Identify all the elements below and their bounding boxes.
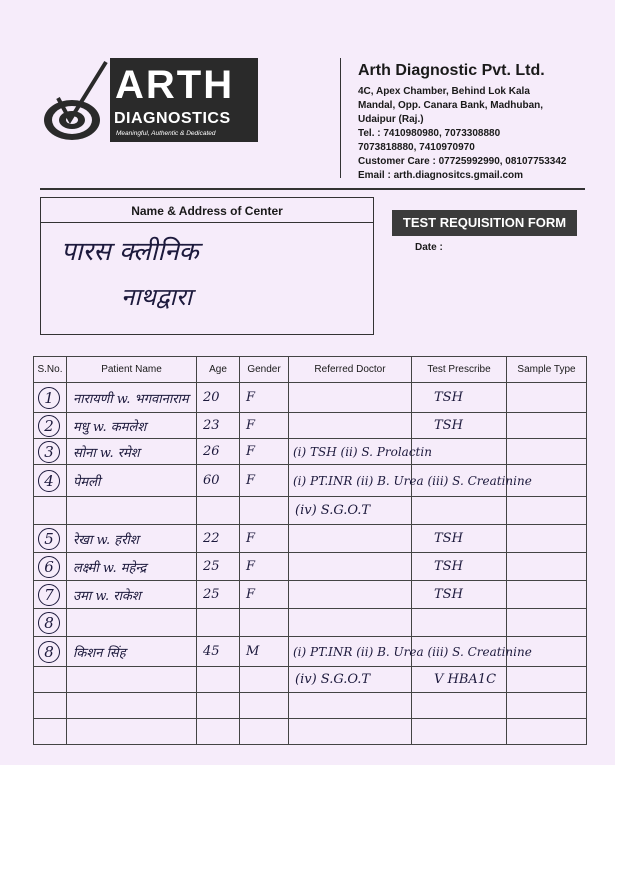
cell-gender: F <box>240 413 289 439</box>
table-row <box>34 553 587 581</box>
cell-sample <box>507 413 587 439</box>
col-header-patient: Patient Name <box>67 357 197 383</box>
cell-gender: F <box>240 553 289 581</box>
test-list-overflow: (i) TSH (ii) S. Prolactin <box>293 444 432 459</box>
cell-doctor <box>289 383 412 413</box>
center-city: नाथद्वारा <box>121 283 192 311</box>
cell-sno <box>34 497 67 525</box>
cell-sno <box>34 693 67 719</box>
cell-name: लक्ष्मी w. महेन्द्र <box>67 553 197 581</box>
patient-table <box>33 356 587 745</box>
cell-name: सोना w. रमेश <box>67 439 197 465</box>
cell-doctor <box>289 413 412 439</box>
cell-test <box>412 693 507 719</box>
cell-doctor <box>289 465 532 497</box>
company-address <box>358 85 567 183</box>
table-row <box>34 719 587 745</box>
cell-age <box>197 609 240 637</box>
table-header-row <box>34 357 587 383</box>
cell-name: रेखा w. हरीश <box>67 525 197 553</box>
cell-name <box>67 667 197 693</box>
test-list-overflow: (i) PT.INR (ii) B. Urea (iii) S. Creatinine <box>293 644 532 659</box>
cell-sno: 3 <box>34 439 67 465</box>
center-address-box <box>40 197 374 335</box>
cell-name: उमा w. राकेश <box>67 581 197 609</box>
table-row <box>34 439 587 465</box>
col-header-test: Test Prescribe <box>412 357 507 383</box>
address-line: Mandal, Opp. Canara Bank, Madhuban, <box>358 100 544 111</box>
cell-gender <box>240 667 289 693</box>
cell-age: 20 <box>197 383 240 413</box>
table-row <box>34 497 587 525</box>
table-body <box>34 383 587 745</box>
cell-gender <box>240 693 289 719</box>
cell-sample <box>507 553 587 581</box>
cell-test: TSH <box>412 581 507 609</box>
cell-age: 23 <box>197 413 240 439</box>
center-box-title: Name & Address of Center <box>41 198 373 223</box>
cell-gender <box>240 497 289 525</box>
cell-sample <box>507 693 587 719</box>
address-line: 4C, Apex Chamber, Behind Lok Kala <box>358 86 530 97</box>
date-label: Date : <box>415 242 443 253</box>
cell-doctor <box>289 693 412 719</box>
cell-sno: 4 <box>34 465 67 497</box>
table-row <box>34 637 587 667</box>
cell-name <box>67 693 197 719</box>
logo-subtitle: DIAGNOSTICS <box>114 110 231 127</box>
cell-doctor: (iv) S.G.O.T <box>289 497 412 525</box>
table-row <box>34 413 587 439</box>
cell-gender <box>240 719 289 745</box>
cell-sample <box>507 525 587 553</box>
cell-sno: 8 <box>34 609 67 637</box>
table-row <box>34 465 587 497</box>
header-rule <box>40 188 585 190</box>
center-name: पारस क्लीनिक <box>61 237 199 267</box>
form-title: TEST REQUISITION FORM <box>392 210 577 236</box>
cell-sno: 7 <box>34 581 67 609</box>
cell-sample <box>507 609 587 637</box>
cell-gender: F <box>240 439 289 465</box>
cell-test <box>412 609 507 637</box>
col-header-gender: Gender <box>240 357 289 383</box>
cell-sno: 8 <box>34 637 67 667</box>
cell-sample <box>507 497 587 525</box>
cell-test: TSH <box>412 413 507 439</box>
cell-age: 26 <box>197 439 240 465</box>
cell-age <box>197 719 240 745</box>
cell-test: TSH <box>412 525 507 553</box>
cell-name: मधु w. कमलेश <box>67 413 197 439</box>
address-line: Udaipur (Raj.) <box>358 114 424 125</box>
table-row <box>34 693 587 719</box>
address-line: 7073818880, 7410970970 <box>358 142 475 153</box>
cell-doctor <box>289 525 412 553</box>
cell-sno: 1 <box>34 383 67 413</box>
cell-name: किशन सिंह <box>67 637 197 667</box>
cell-age <box>197 497 240 525</box>
cell-sample <box>507 719 587 745</box>
cell-age: 25 <box>197 553 240 581</box>
cell-name <box>67 719 197 745</box>
cell-sno: 6 <box>34 553 67 581</box>
cell-sno <box>34 719 67 745</box>
logo-tagline: Meaningful, Authentic & Dedicated <box>116 130 216 137</box>
col-header-sno: S.No. <box>34 357 67 383</box>
cell-age <box>197 667 240 693</box>
cell-doctor <box>289 719 412 745</box>
cell-gender: F <box>240 383 289 413</box>
col-header-sample: Sample Type <box>507 357 587 383</box>
cell-age: 25 <box>197 581 240 609</box>
test-list-overflow: (i) PT.INR (ii) B. Urea (iii) S. Creatinine <box>293 473 532 488</box>
address-line: Tel. : 7410980980, 7073308880 <box>358 128 501 139</box>
address-line: Customer Care : 07725992990, 08107753342 <box>358 156 567 167</box>
cell-doctor <box>289 609 412 637</box>
cell-doctor <box>289 581 412 609</box>
cell-doctor <box>289 439 432 465</box>
cell-age <box>197 693 240 719</box>
cell-name <box>67 609 197 637</box>
logo-wordmark: ARTH <box>115 63 235 107</box>
col-header-doctor: Referred Doctor <box>289 357 412 383</box>
address-line: Email : arth.diagnositcs.gmail.com <box>358 170 524 181</box>
target-logo-icon <box>40 58 112 144</box>
cell-test: TSH <box>412 553 507 581</box>
table-row <box>34 609 587 637</box>
cell-name: पेमली <box>67 465 197 497</box>
cell-test: TSH <box>412 383 507 413</box>
cell-test <box>412 497 507 525</box>
cell-gender <box>240 609 289 637</box>
cell-name: नारायणी w. भगवानाराम <box>67 383 197 413</box>
cell-doctor <box>289 553 412 581</box>
cell-age: 45 <box>197 637 240 667</box>
cell-test <box>412 719 507 745</box>
col-header-age: Age <box>197 357 240 383</box>
cell-age: 60 <box>197 465 240 497</box>
cell-doctor: (iv) S.G.O.T <box>289 667 412 693</box>
cell-gender: F <box>240 581 289 609</box>
cell-gender: M <box>240 637 289 667</box>
cell-sno <box>34 667 67 693</box>
cell-sample <box>507 667 587 693</box>
cell-test: V HBA1C <box>412 667 507 693</box>
cell-gender: F <box>240 525 289 553</box>
table-row <box>34 667 587 693</box>
cell-name <box>67 497 197 525</box>
cell-sample <box>507 383 587 413</box>
table-row <box>34 581 587 609</box>
cell-sno: 2 <box>34 413 67 439</box>
table-row <box>34 383 587 413</box>
cell-sample <box>507 581 587 609</box>
table-row <box>34 525 587 553</box>
cell-sno: 5 <box>34 525 67 553</box>
cell-age: 22 <box>197 525 240 553</box>
cell-doctor <box>289 637 532 667</box>
header-divider <box>340 58 341 178</box>
company-name: Arth Diagnostic Pvt. Ltd. <box>358 62 545 79</box>
cell-gender: F <box>240 465 289 497</box>
cell-sample <box>507 439 587 465</box>
